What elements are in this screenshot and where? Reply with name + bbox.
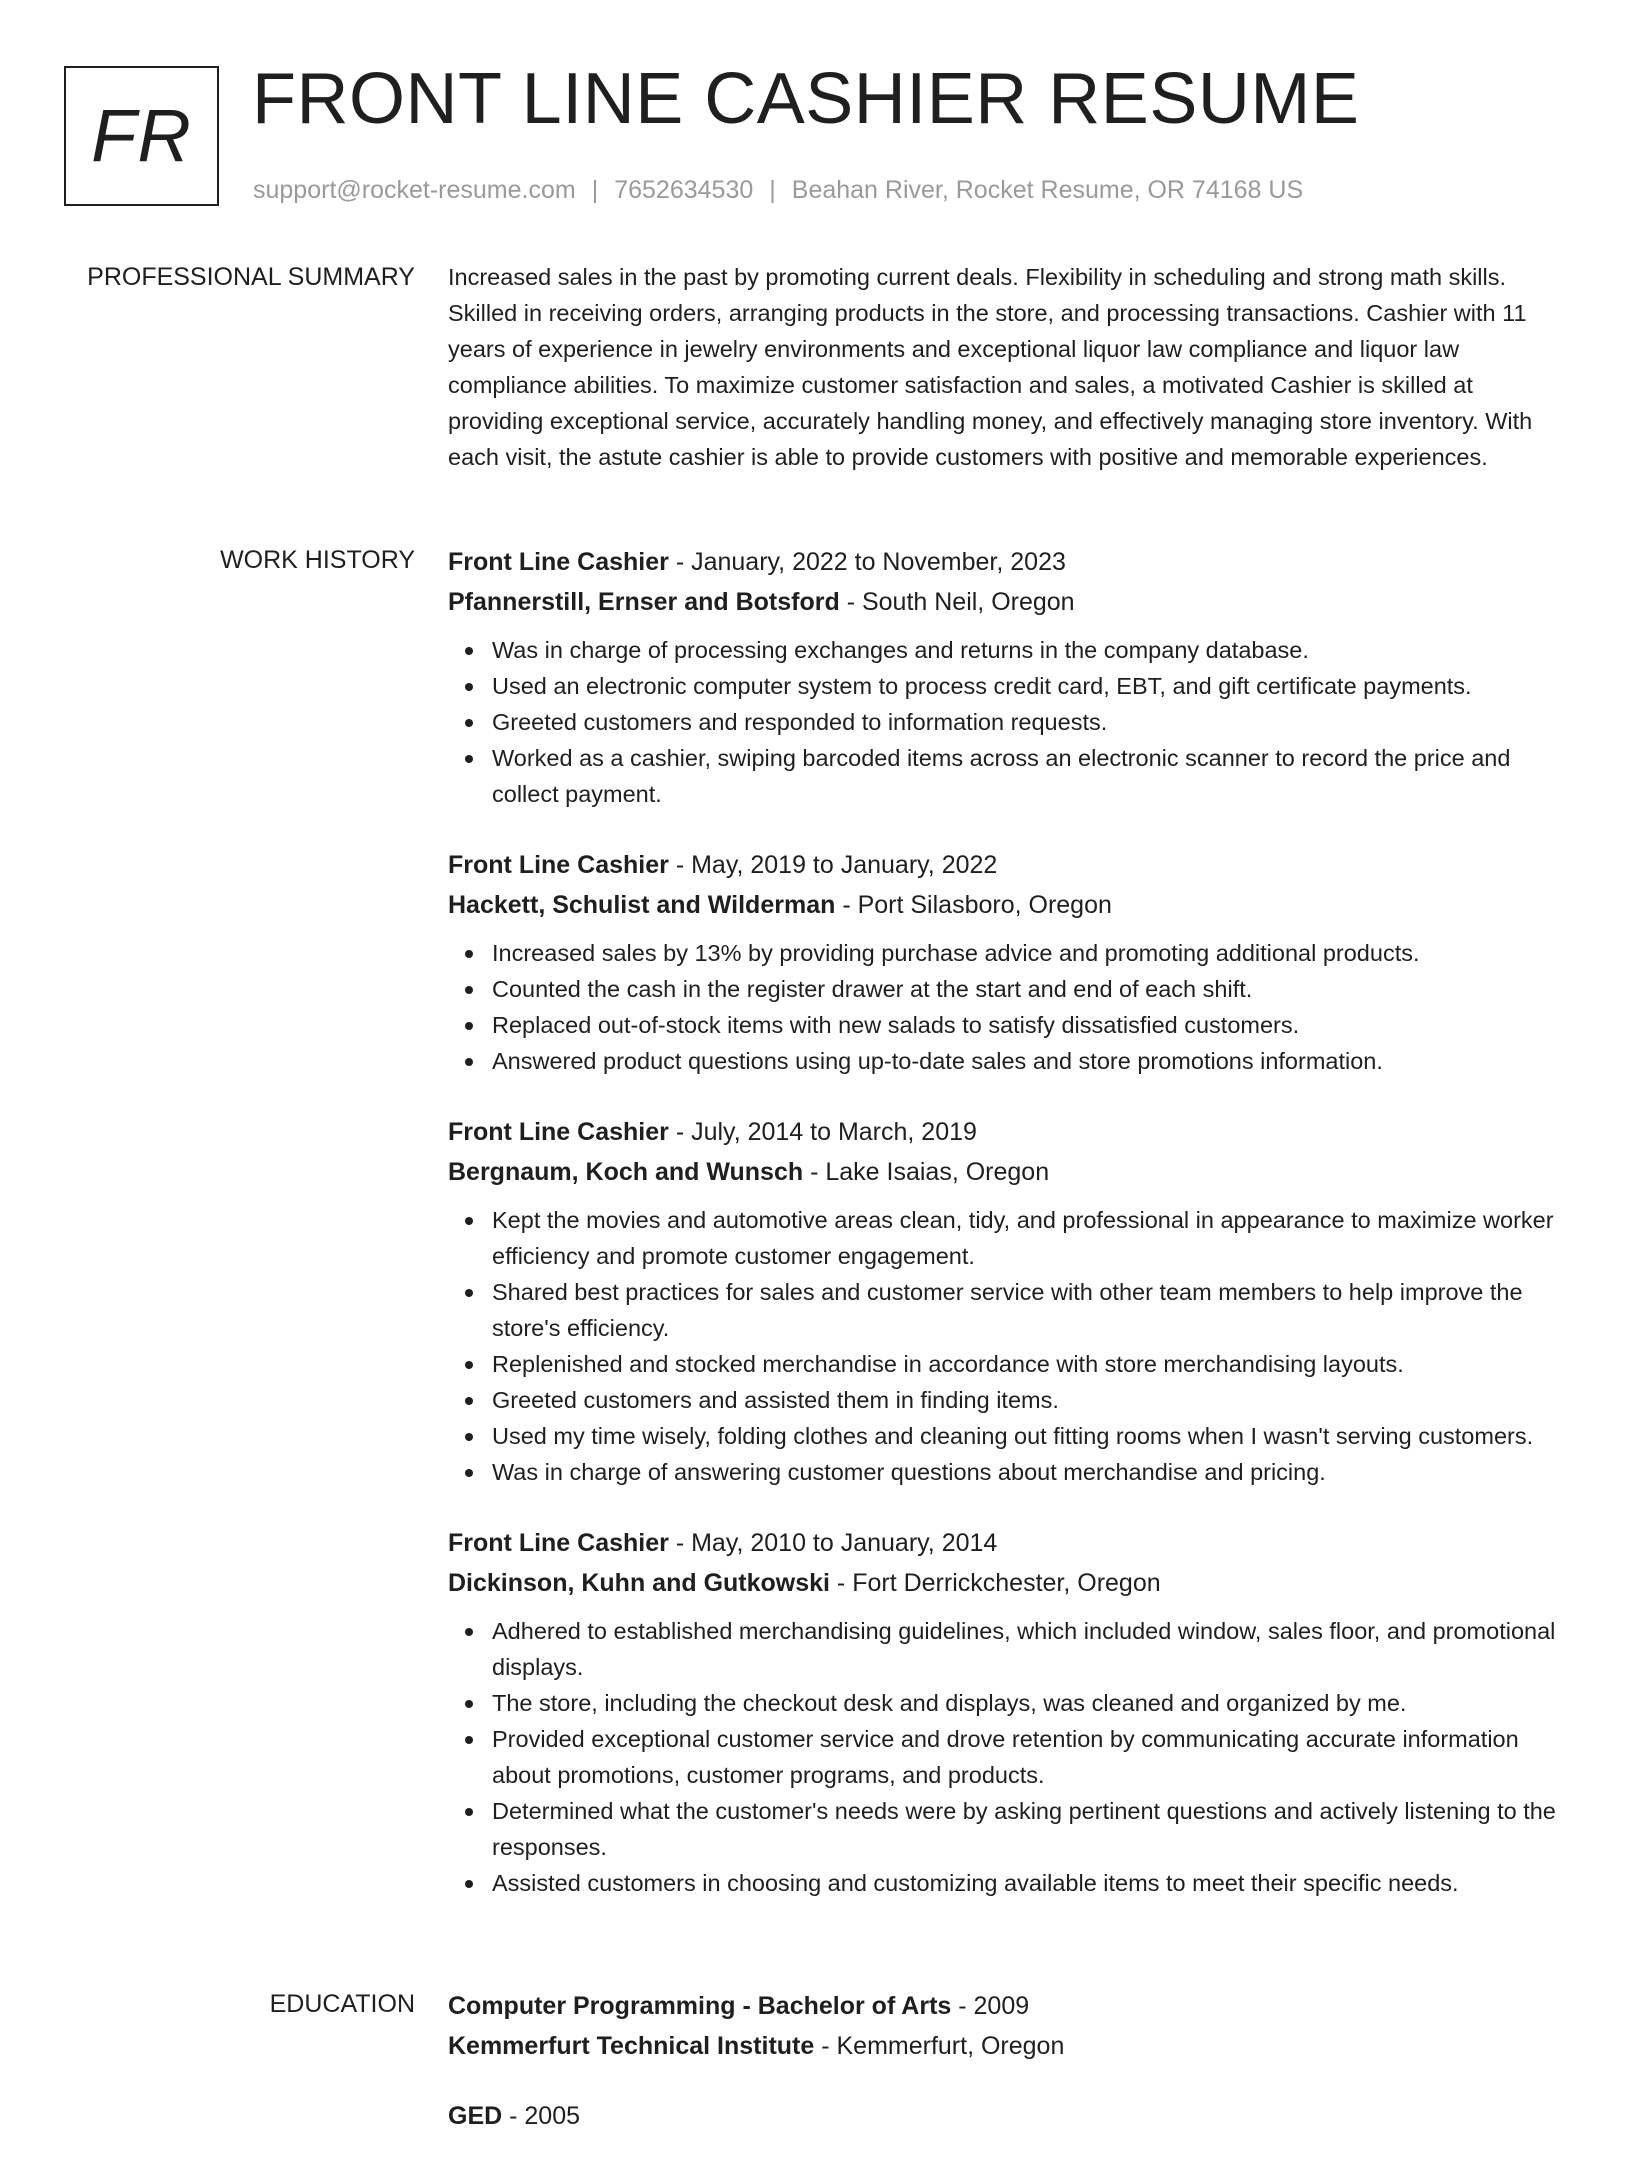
job-bullet: Replenished and stocked merchandise in accordance with store merchandising layouts. bbox=[492, 1346, 1574, 1382]
contact-address: Beahan River, Rocket Resume, OR 74168 US bbox=[791, 176, 1304, 204]
job-bullet: Was in charge of processing exchanges and returns in the company database. bbox=[492, 632, 1574, 668]
job-location: - Fort Derrickchester, Oregon bbox=[829, 1569, 1161, 1597]
monogram-box bbox=[64, 66, 219, 206]
contact-separator: | bbox=[591, 176, 599, 204]
job-entry bbox=[448, 1523, 1574, 1901]
job-bullet: Was in charge of answering customer questions about merchandise and pricing. bbox=[492, 1454, 1574, 1490]
contact-line bbox=[253, 176, 1303, 205]
summary-text: Increased sales in the past by promoting current deals. Flexibility in scheduling and strong math skills. Skilled in receiving orders, arranging products in the store, and processing transactions. Cashier with 11 years of experience in jewelry environments and exceptional liquor law compliance and liquor law compliance abilities. To maximize customer satisfaction and sales, a motivated Cashier is skilled at providing exceptional service, accurately handling money, and effectively managing store inventory. With each visit, the astute cashier is able to provide customers with positive and memorable experiences. bbox=[448, 264, 1533, 470]
job-bullets bbox=[448, 1613, 1574, 1901]
job-title-line bbox=[448, 542, 1574, 582]
job-bullet: Answered product questions using up-to-date sales and store promotions information. bbox=[492, 1043, 1574, 1079]
job-location: - Lake Isaias, Oregon bbox=[803, 1158, 1050, 1186]
job-bullet: Used an electronic computer system to process credit card, EBT, and gift certificate payments. bbox=[492, 668, 1574, 704]
job-bullet: Increased sales by 13% by providing purchase advice and promoting additional products. bbox=[492, 935, 1574, 971]
job-bullets bbox=[448, 935, 1574, 1079]
job-bullet: Assisted customers in choosing and customizing available items to meet their specific needs. bbox=[492, 1865, 1574, 1901]
job-bullet: Kept the movies and automotive areas clean, tidy, and professional in appearance to maximize worker efficiency and promote customer engagement. bbox=[492, 1202, 1574, 1274]
job-company: Pfannerstill, Ernser and Botsford bbox=[448, 588, 840, 616]
job-bullet: Adhered to established merchandising guidelines, which included window, sales floor, and promotional displays. bbox=[492, 1613, 1574, 1685]
job-bullet: Counted the cash in the register drawer at the start and end of each shift. bbox=[492, 971, 1574, 1007]
job-bullet: Greeted customers and assisted them in finding items. bbox=[492, 1382, 1574, 1418]
education-year: - 2005 bbox=[502, 2102, 581, 2130]
job-location: - South Neil, Oregon bbox=[839, 588, 1075, 616]
job-bullet: Greeted customers and responded to information requests. bbox=[492, 704, 1574, 740]
job-title: Front Line Cashier bbox=[448, 1529, 669, 1557]
monogram-initials: FR bbox=[91, 94, 192, 177]
job-bullet: Worked as a cashier, swiping barcoded items across an electronic scanner to record the price and collect payment. bbox=[492, 740, 1574, 812]
education-degree-line bbox=[448, 1986, 1574, 2026]
job-title: Front Line Cashier bbox=[448, 1118, 669, 1146]
contact-email: support@rocket-resume.com bbox=[253, 176, 576, 204]
job-bullet: The store, including the checkout desk and displays, was cleaned and organized by me. bbox=[492, 1685, 1574, 1721]
job-bullet: Used my time wisely, folding clothes and cleaning out fitting rooms when I wasn't serving customers. bbox=[492, 1418, 1574, 1454]
job-company-line bbox=[448, 1563, 1574, 1603]
job-title-line bbox=[448, 1112, 1574, 1152]
contact-phone: 7652634530 bbox=[614, 176, 754, 204]
job-bullets bbox=[448, 632, 1574, 812]
education-degree: GED bbox=[448, 2102, 503, 2130]
job-bullet: Replaced out-of-stock items with new salads to satisfy dissatisfied customers. bbox=[492, 1007, 1574, 1043]
job-title-line bbox=[448, 845, 1574, 885]
job-entry bbox=[448, 542, 1574, 812]
job-bullet: Shared best practices for sales and customer service with other team members to help improve the store's efficiency. bbox=[492, 1274, 1574, 1346]
job-entry bbox=[448, 1112, 1574, 1490]
job-company-line bbox=[448, 885, 1574, 925]
job-bullet: Determined what the customer's needs were by asking pertinent questions and actively listening to the responses. bbox=[492, 1793, 1574, 1865]
job-company: Bergnaum, Koch and Wunsch bbox=[448, 1158, 804, 1186]
resume-title: FRONT LINE CASHIER RESUME bbox=[252, 59, 1360, 139]
education-entry bbox=[448, 1986, 1574, 2066]
job-dates: - May, 2019 to January, 2022 bbox=[668, 851, 998, 879]
job-bullets bbox=[448, 1202, 1574, 1490]
job-dates: - July, 2014 to March, 2019 bbox=[668, 1118, 977, 1146]
section-label-education: EDUCATION bbox=[269, 1990, 415, 2018]
education-location: - Kemmerfurt, Oregon bbox=[814, 2032, 1065, 2060]
job-dates: - January, 2022 to November, 2023 bbox=[668, 548, 1066, 576]
education-degree: Computer Programming - Bachelor of Arts bbox=[448, 1992, 952, 2020]
job-company-line bbox=[448, 1152, 1574, 1192]
education-year: - 2009 bbox=[951, 1992, 1030, 2020]
job-title: Front Line Cashier bbox=[448, 548, 669, 576]
education-school: Kemmerfurt Technical Institute bbox=[448, 2032, 815, 2060]
job-location: - Port Silasboro, Oregon bbox=[835, 891, 1112, 919]
contact-separator: | bbox=[769, 176, 776, 204]
section-label-summary: PROFESSIONAL SUMMARY bbox=[87, 263, 415, 291]
job-list bbox=[448, 542, 1574, 1934]
section-label-work-history: WORK HISTORY bbox=[220, 546, 415, 574]
job-dates: - May, 2010 to January, 2014 bbox=[668, 1529, 998, 1557]
job-entry bbox=[448, 845, 1574, 1079]
job-bullet: Provided exceptional customer service and drove retention by communicating accurate information about promotions, customer programs, and products. bbox=[492, 1721, 1574, 1793]
job-company: Hackett, Schulist and Wilderman bbox=[448, 891, 836, 919]
job-company-line bbox=[448, 582, 1574, 622]
education-school-line bbox=[448, 2026, 1574, 2066]
education-entry bbox=[448, 2096, 1574, 2136]
job-title: Front Line Cashier bbox=[448, 851, 669, 879]
education-degree-line bbox=[448, 2096, 1574, 2136]
job-title-line bbox=[448, 1523, 1574, 1563]
job-company: Dickinson, Kuhn and Gutkowski bbox=[448, 1569, 830, 1597]
